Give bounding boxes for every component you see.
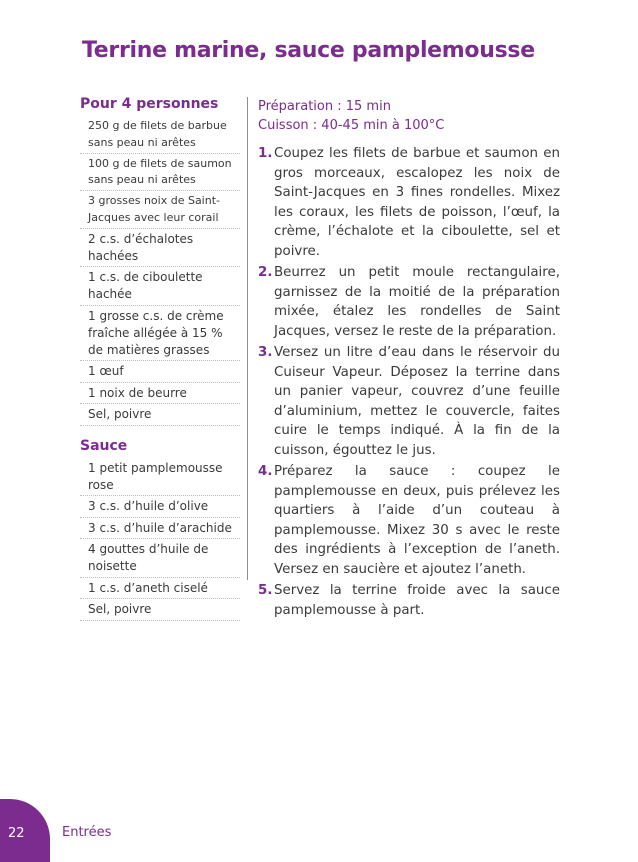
steps-list	[258, 144, 560, 620]
section-label: Entrées	[62, 825, 112, 840]
ingredient-item: 250 g de filets de barbue sans peau ni arêtes	[80, 116, 240, 154]
ingredient-item: 100 g de filets de saumon sans peau ni arêtes	[80, 154, 240, 192]
ingredient-item: 1 œuf	[80, 361, 240, 383]
step-2	[258, 263, 560, 341]
sauce-heading: Sauce	[80, 437, 128, 454]
sauce-ingredient-item: 1 petit pamplemousse rose	[80, 458, 240, 497]
sauce-ingredient-item: 4 gouttes d’huile de noisette	[80, 539, 240, 578]
ingredient-item: 1 grosse c.s. de crème fraîche allégée à 15 % de matières grasses	[80, 306, 240, 362]
step-text: Préparez la sauce : coupez le pamplemousse en deux, puis prélevez les quartiers à l’aide d’un couteau à pamplemousse. Mixez 30 s avec le reste des ingrédients à l’exception de l’aneth. Versez en saucière et ajoutez l’aneth.	[274, 464, 560, 577]
step-number: 3.	[258, 345, 273, 360]
step-3	[258, 343, 560, 460]
step-1	[258, 144, 560, 261]
ingredients-column	[80, 96, 240, 621]
step-number: 5.	[258, 583, 273, 598]
step-number: 1.	[258, 146, 273, 161]
step-text: Servez la terrine froide avec la sauce pamplemousse à part.	[274, 583, 560, 618]
sauce-ingredient-item: 3 c.s. d’huile d’arachide	[80, 518, 240, 540]
sauce-ingredient-item: Sel, poivre	[80, 599, 240, 621]
recipe-title: Terrine marine, sauce pamplemousse	[82, 38, 535, 63]
column-divider	[247, 97, 248, 580]
step-number: 4.	[258, 464, 273, 479]
cooking-time: Cuisson : 40-45 min à 100°C	[258, 118, 445, 133]
step-text: Beurrez un petit moule rectangulaire, garnissez de la moitié de la préparation mixée, étalez les rondelles de Saint Jacques, versez le reste de la préparation.	[274, 265, 560, 339]
ingredient-item: Sel, poivre	[80, 404, 240, 426]
step-5	[258, 581, 560, 620]
ingredient-item: 1 noix de beurre	[80, 383, 240, 405]
instructions-column	[258, 97, 560, 622]
ingredient-item: 1 c.s. de ciboulette hachée	[80, 267, 240, 306]
step-4	[258, 462, 560, 579]
ingredient-item: 3 grosses noix de Saint-Jacques avec leur corail	[80, 191, 240, 229]
preparation-time: Préparation : 15 min	[258, 99, 391, 114]
step-text: Versez un litre d’eau dans le réservoir du Cuiseur Vapeur. Déposez la terrine dans un panier vapeur, couvrez d’une feuille d’aluminium, mettez le couvercle, faites cuire le temps indiqué. À la fin de la cuisson, égouttez le jus.	[274, 345, 560, 458]
page-number: 22	[8, 826, 25, 841]
step-text: Coupez les filets de barbue et saumon en gros morceaux, escalopez les noix de Saint-Jacques en 3 fines rondelles. Mixez les coraux, les filets de poisson, l’œuf, la crème, l’échalote et la ciboulette, sel et poivre.	[274, 146, 560, 259]
sauce-ingredient-item: 3 c.s. d’huile d’olive	[80, 496, 240, 518]
servings-heading: Pour 4 personnes	[80, 96, 219, 112]
step-number: 2.	[258, 265, 273, 280]
ingredient-item: 2 c.s. d’échalotes hachées	[80, 229, 240, 268]
sauce-ingredient-item: 1 c.s. d’aneth ciselé	[80, 578, 240, 600]
